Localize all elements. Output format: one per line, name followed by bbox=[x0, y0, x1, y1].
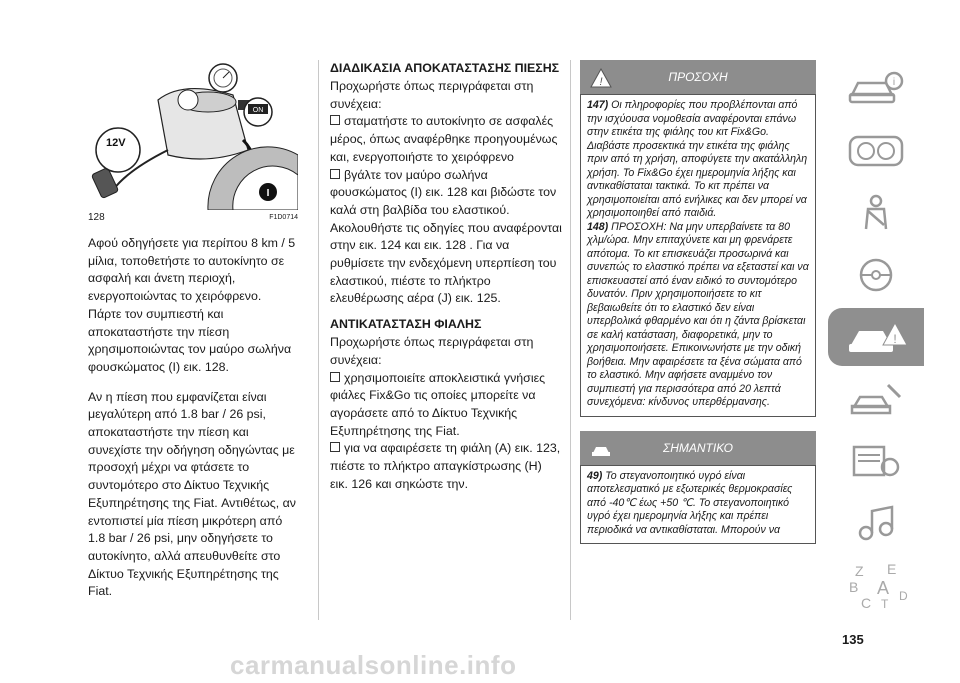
warning-note-147: 147) Οι πληροφορίες που προβλέπονται από την ισχύουσα νομοθεσία αναφέρονται επάνω στην ετικέτα της φιάλης του κιτ Fix&Go. Διαβάστε προσεκτικά την ετικέτα της φιάλης πριν από τη χρήση, αποφύγετε την ακατάλληλη χρήση. Το Fix&Go έχει ημερομηνία λήξης και αντικαθίσταται τακτικά. Το κιτ πρέπει να χρησιμοποιείται από ενήλικες και δεν μπορεί να χρησιμοποιηθεί από παιδιά. bbox=[587, 99, 808, 219]
list-item: βγάλτε τον μαύρο σωλήνα φουσκώματος (I) εικ. 128 και βιδώστε τον καλά στη βαλβίδα του ελαστικού. Ακολουθήστε τις οδηγίες που αναφέρονται στην εικ. 124 και εικ. 128 . Για να ρυθμίσετε την ενδεχόμενη υπερπίεση του ελαστικού, πιέστε το πλήκτρο ελευθέρωσης αέρα (J) εικ. 125. bbox=[330, 167, 562, 306]
figure-number: 128 bbox=[88, 212, 105, 223]
page-number: 135 bbox=[842, 632, 864, 647]
checkbox-bullet-icon bbox=[330, 442, 340, 452]
car-emergency-icon bbox=[841, 315, 911, 359]
list-item: σταματήστε το αυτοκίνητο σε ασφαλές μέρος, όπως αναφέρθηκε προηγουμένως και, ενεργοποιήστε το χειρόφρενο bbox=[330, 114, 558, 164]
section-heading: ΔΙΑΔΙΚΑΣΙΑ ΑΠΟΚΑΤΑΣΤΑΣΗΣ ΠΙΕΣΗΣ bbox=[330, 61, 560, 75]
tab-index[interactable] bbox=[828, 556, 924, 614]
column-divider bbox=[318, 60, 319, 620]
warning-box bbox=[580, 94, 816, 417]
compressor-figure bbox=[88, 60, 298, 210]
tab-dashboard-gauges[interactable] bbox=[828, 122, 924, 180]
item-i-label: I bbox=[266, 188, 270, 199]
warning-title: ΠΡΟΣΟΧΗ bbox=[668, 70, 728, 84]
music-note-icon bbox=[846, 503, 906, 543]
tab-emergency[interactable] bbox=[828, 308, 924, 366]
paragraph-1: Αφού οδηγήσετε για περίπου 8 km / 5 μίλια, τοποθετήστε το αυτοκίνητο σε ασφαλή και άνετη περιοχή, ενεργοποιώντας το χειρόφρενο. Πάρτε τον συμπιεστή και αποκαταστήστε την πίεση χρησιμοποιώντας τον μαύρο σωλήνα φουσκώματος (I) εικ. 128. bbox=[88, 236, 296, 374]
tab-multimedia[interactable] bbox=[828, 494, 924, 552]
warning-header bbox=[580, 60, 816, 94]
tab-safety[interactable] bbox=[828, 184, 924, 242]
svg-text:!: ! bbox=[893, 332, 897, 346]
svg-text:!: ! bbox=[599, 76, 603, 88]
tab-maintenance[interactable] bbox=[828, 370, 924, 428]
important-note-49: 49) Το στεγανοποιητικό υγρό είναι αποτελεσματικό με εξωτερικές θερμοκρασίες από -40℃ έως +50 ℃. Το στεγανοποιητικό υγρό έχει ημερομηνία λήξης και πρέπει περιοδικά να αντικαθίσταται. Μπορούν να bbox=[587, 469, 793, 536]
car-info-icon bbox=[846, 69, 906, 109]
paragraph-2: Αν η πίεση που εμφανίζεται είναι μεγαλύτερη από 1.8 bar / 26 psi, αποκαταστήστε την πίεση και συνεχίστε την οδήγηση οδηγώντας με προσοχή μέχρι να φτάσετε το συντομότερο στο Δίκτυο Τεχνικής Εξυπηρέτησης της Fiat. Αντιθέτως, αν εντοπιστεί μία πίεση μικρότερη από 1.8 bar / 26 psi, μην οδηγήσετε το αυτοκίνητο, αλλά απευθυνθείτε στο Δίκτυο Τεχνικής Εξυπηρέτησης της Fiat. bbox=[88, 389, 296, 599]
specs-gear-icon bbox=[846, 441, 906, 481]
column-divider bbox=[570, 60, 571, 620]
speedometer-icon bbox=[846, 131, 906, 171]
chapter-tabs bbox=[828, 60, 928, 618]
svg-text:Z: Z bbox=[855, 563, 864, 579]
svg-text:C: C bbox=[861, 595, 872, 610]
right-column bbox=[580, 60, 816, 544]
voltage-label: 12V bbox=[106, 137, 126, 149]
svg-text:i: i bbox=[892, 77, 896, 88]
svg-text:B: B bbox=[849, 579, 859, 595]
tab-starting-driving[interactable] bbox=[828, 246, 924, 304]
important-header bbox=[580, 431, 816, 465]
left-column bbox=[88, 60, 298, 601]
important-title: ΣΗΜΑΝΤΙΚΟ bbox=[663, 440, 733, 455]
car-warning-icon bbox=[590, 438, 612, 472]
list-item: για να αφαιρέσετε τη φιάλη (A) εικ. 123, πιέστε το πλήκτρο απαγκίστρωσης (H) εικ. 126 και σηκώστε την. bbox=[330, 441, 561, 491]
warning-triangle-icon bbox=[590, 67, 612, 101]
svg-text:E: E bbox=[887, 561, 897, 577]
checkbox-bullet-icon bbox=[330, 169, 340, 179]
tab-dashboard-info[interactable] bbox=[828, 60, 924, 118]
checkbox-bullet-icon bbox=[330, 115, 340, 125]
svg-text:A: A bbox=[877, 578, 890, 598]
steering-wheel-icon bbox=[846, 255, 906, 295]
important-box bbox=[580, 465, 816, 545]
figure-code: F1D0714 bbox=[269, 214, 298, 221]
checkbox-bullet-icon bbox=[330, 372, 340, 382]
section-intro: Προχωρήστε όπως περιγράφεται στη συνέχεια: bbox=[330, 79, 534, 111]
tab-technical-data[interactable] bbox=[828, 432, 924, 490]
warning-note-148: 148) ΠΡΟΣΟΧΗ: Να μην υπερβαίνετε τα 80 χλμ/ώρα. Μην επιταχύνετε και μη φρενάρετε απότομα. Το κιτ επισκευάζει προσωρινά και συνεπώς το ελαστικό πρέπει να εξεταστεί και να επισκευαστεί από έναν ειδικό το συντομότερο δυνατόν. Πριν χρησιμοποιήσετε το κιτ βεβαιωθείτε ότι το ελαστικό δεν είναι υπερβολικά φθαρμένο και ότι η ζάντα βρίσκεται σε καλή κατάσταση, διαφορετικά, μην το χρησιμοποιήσετε. Επικοινωνήστε με την οδική βοήθεια. Μην αφαιρέσετε τα ξένα σώματα από το ελαστικό. Μην αφήσετε αναμμένο τον συμπιεστή για περισσότερα από 20 λεπτά συνεχόμενα: κίνδυνος υπερθέρμανσης. bbox=[587, 220, 809, 408]
figure-caption bbox=[88, 212, 298, 223]
wrench-car-icon bbox=[846, 379, 906, 419]
alphabet-index-icon bbox=[841, 560, 911, 610]
watermark: carmanualsonline.info bbox=[230, 650, 517, 680]
middle-column bbox=[330, 60, 562, 493]
svg-text:T: T bbox=[881, 597, 889, 610]
on-label: ON bbox=[252, 107, 264, 114]
seatbelt-icon bbox=[846, 193, 906, 233]
section-heading: ΑΝΤΙΚΑΤΑΣΤΑΣΗ ΦΙΑΛΗΣ bbox=[330, 317, 482, 332]
svg-text:D: D bbox=[899, 589, 908, 603]
list-item: χρησιμοποιείτε αποκλειστικά γνήσιες φιάλες Fix&Go τις οποίες μπορείτε να αγοράσετε από το Δίκτυο Τεχνικής Εξυπηρέτησης της Fiat. bbox=[330, 370, 546, 438]
section-intro: Προχωρήστε όπως περιγράφεται στη συνέχεια: bbox=[330, 335, 534, 367]
compressor-illustration bbox=[88, 60, 298, 210]
